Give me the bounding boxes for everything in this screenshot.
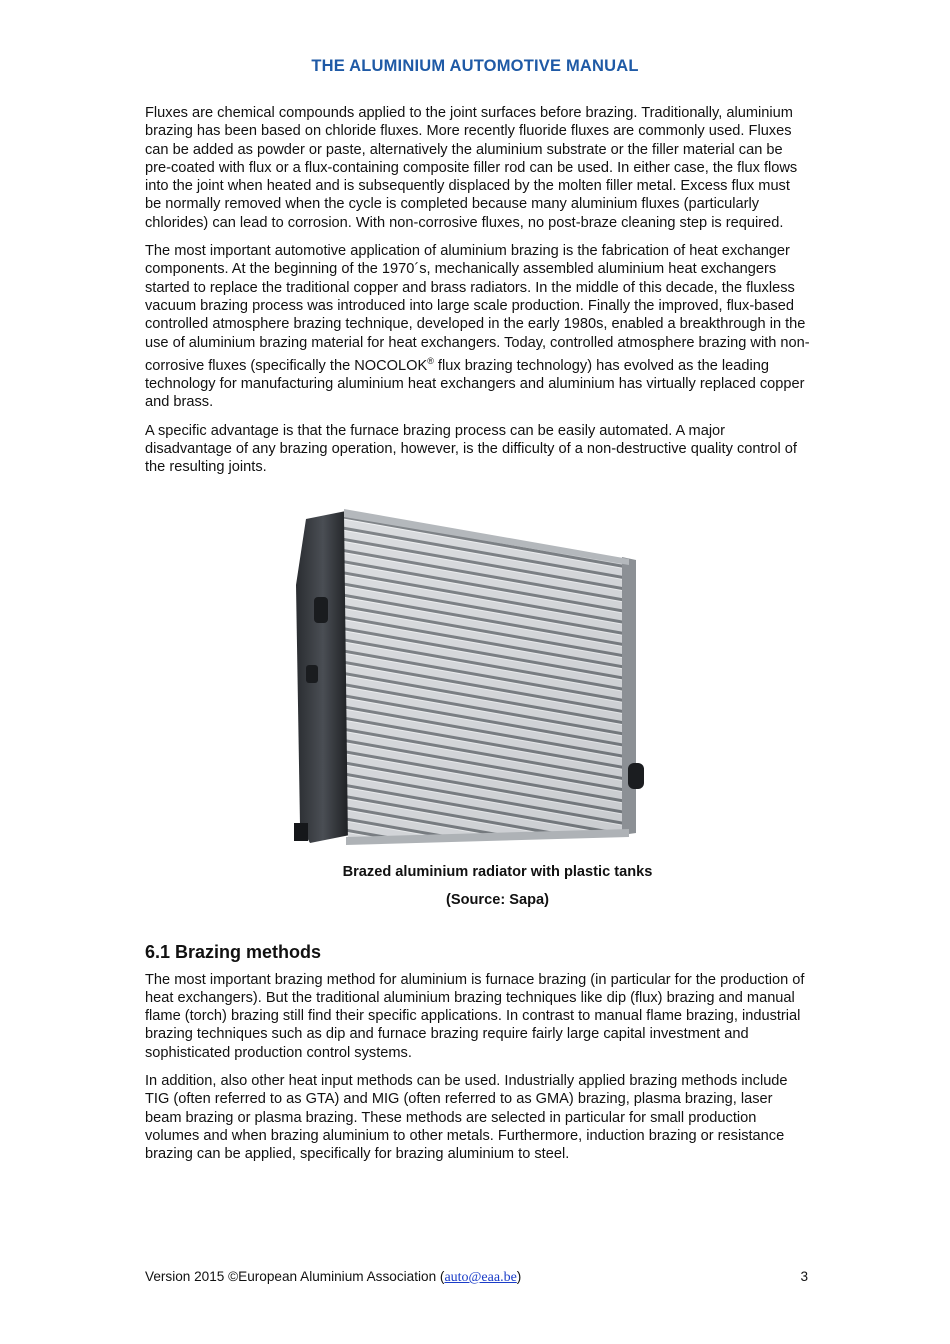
tank-fitting bbox=[314, 597, 328, 623]
paragraph-brazing-methods: The most important brazing method for aluminium is furnace brazing (in particular for the production of heat exchangers). But the traditional aluminium brazing techniques like dip (flux) brazing and manual flame (torch) brazing still find their specific applications. In contrast to manual flame brazing, industrial brazing techniques such as dip and furnace brazing require fairly large capital investment and sophisticated production control systems. bbox=[145, 971, 805, 1061]
footer-version: Version 2015 ©European Aluminium Association ( bbox=[145, 1269, 445, 1284]
tank-outlet bbox=[294, 823, 308, 841]
radiator-image bbox=[284, 505, 654, 855]
paragraph-automotive-application bbox=[145, 242, 810, 412]
paragraph-text-part: flux brazing technology) has evolved as the leading technology for manufacturing aluminium heat exchangers and aluminium has virtually replaced copper and brass. bbox=[145, 357, 805, 411]
page-content bbox=[145, 104, 810, 1173]
manual-title: THE ALUMINIUM AUTOMOTIVE MANUAL bbox=[311, 57, 639, 75]
paragraph-advantage: A specific advantage is that the furnace brazing process can be easily automated. A major disadvantage of any brazing operation, however, is the difficulty of a non-destructive quality control of the resulting joints. bbox=[145, 422, 797, 476]
page-number: 3 bbox=[800, 1269, 808, 1284]
radiator-figure bbox=[145, 505, 810, 857]
paragraph-text-part: The most important automotive application of aluminium brazing is the fabrication of heat exchanger components. At the beginning of the 1970´s, mechanically assembled aluminium heat exchangers started to replace the traditional copper and brass radiators. In the middle of this decade, the fluxless vacuum brazing process was introduced into large scale production. Finally the improved, flux-based controlled atmosphere brazing technique, developed in the early 1980s, enabled a breakthrough in the use of aluminium brazing material for heat exchangers. Today, controlled atmosphere brazing with non-corrosive fluxes (specifically the NOCOLOK bbox=[145, 243, 810, 374]
page-footer bbox=[145, 1269, 808, 1286]
section-heading: 6.1 Brazing methods bbox=[145, 941, 322, 962]
right-outlet bbox=[628, 763, 644, 789]
core-shading bbox=[344, 511, 629, 843]
registered-mark: ® bbox=[427, 355, 434, 366]
left-tank bbox=[296, 511, 350, 843]
figure-caption: Brazed aluminium radiator with plastic tanks bbox=[342, 863, 653, 880]
tank-fitting bbox=[306, 665, 318, 683]
paragraph-heat-input-methods: In addition, also other heat input methods can be used. Industrially applied brazing methods include TIG (often referred to as GTA) and MIG (often referred to as GMA) brazing, plasma brazing, laser beam brazing or plasma brazing. These methods are selected in particular for small production volumes and when brazing aluminium to other metals. Furthermore, induction brazing or resistance brazing can be applied, specifically for brazing aluminium to steel. bbox=[145, 1072, 788, 1163]
footer-close-paren: ) bbox=[516, 1269, 522, 1284]
footer-email-link[interactable]: auto@eaa.be bbox=[444, 1270, 517, 1285]
paragraph-fluxes: Fluxes are chemical compounds applied to the joint surfaces before brazing. Traditionally, aluminium brazing has been based on chloride fluxes. More recently fluoride fluxes are commonly used. Fluxes can be added as powder or paste, alternatively the aluminium substrate or the filler material can be pre-coated with flux or a flux-containing composite filler rod can be used. In either case, the flux flows into the joint when heated and is subsequently displaced by the molten filler metal. Excess flux must be normally removed when the cycle is completed because many aluminium fluxes (particularly chlorides) can lead to corrosion. With non-corrosive fluxes, no post-braze cleaning step is required. bbox=[145, 105, 798, 231]
figure-source: (Source: Sapa) bbox=[446, 891, 549, 908]
right-header bbox=[622, 557, 636, 835]
